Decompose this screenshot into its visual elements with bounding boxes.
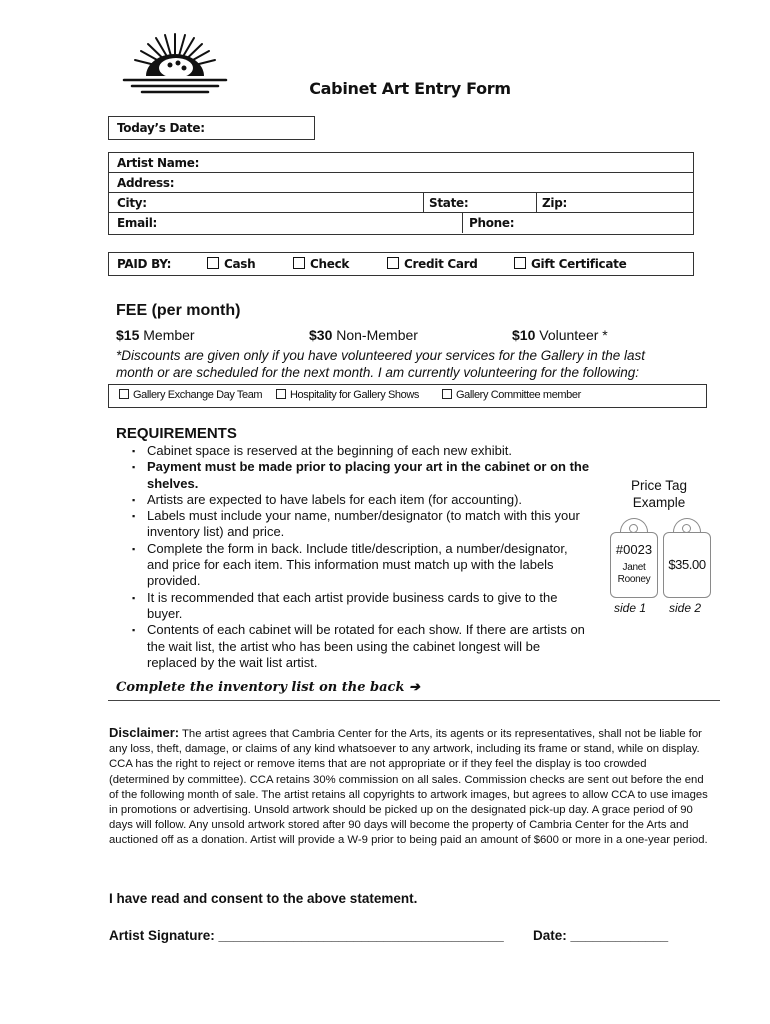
price-tag-side2 [663, 518, 711, 600]
disclaimer [109, 725, 709, 849]
address-label: Address: [117, 176, 175, 190]
todays-date-label: Today’s Date: [117, 121, 205, 135]
artist-name-field[interactable] [109, 153, 693, 173]
cca-logo [118, 30, 233, 102]
requirements-heading: REQUIREMENTS [116, 425, 237, 442]
volunteer-options [108, 384, 707, 408]
zip-label: Zip: [542, 196, 568, 210]
gift-certificate-checkbox[interactable]: Gift Certificate [514, 257, 626, 271]
fee-volunteer: $10 Volunteer * [512, 327, 608, 343]
list-item: ▪ Labels must include your name, number/designator (to match with this your inventory list) and price. [116, 508, 591, 541]
check-checkbox[interactable]: Check [293, 257, 349, 271]
tag-side1-label: side 1 [614, 601, 647, 615]
list-item: ▪ Complete the form in back. Include title/description, a number/designator, and price for each item. This information must match up with the labels provided. [116, 541, 591, 590]
tag-number: #0023 [615, 542, 653, 557]
cash-checkbox[interactable]: Cash [207, 257, 255, 271]
fee-member: $15 Member [116, 327, 195, 343]
city-label: City: [117, 196, 147, 210]
fee-heading: FEE (per month) [116, 302, 241, 319]
list-item: ▪ Contents of each cabinet will be rotated for each show. If there are artists on the wait list, the artist who has been using the cabinet longest will be replaced by the wait list artist. [116, 622, 591, 671]
artist-info-section [108, 152, 694, 235]
price-tag-side1 [610, 518, 658, 600]
gallery-exchange-checkbox[interactable]: Gallery Exchange Day Team [119, 389, 262, 401]
disclaimer-text: The artist agrees that Cambria Center for the Arts, its agents or its representatives, shall not be liable for any loss, theft, damage, or claims of any kind whatsoever to any artwork, including its frame or stand, while on display. CCA has the right to reject or remove items that are not appropriate or if they feel the display is too crowded (determined by committee). CCA retains 30% commission on all sales. Commission checks are sent out before the end of the following month of sale. The artist retains all copyrights to artwork images, but agrees to allow CCA to use images in promotions or advertising. Unsold artwork should be picked up on the designated pick-up day. A grace period of 90 days will follow. Any unsold artwork stored after 90 days will become the property of Cambria Center for the Arts and auctioned off as a donation. Artist will provide a W-9 prior to being paid an amount of $600 or more in a one-year period. [109, 728, 708, 847]
artist-name-label: Artist Name: [117, 156, 200, 170]
list-item: ▪ It is recommended that each artist provide business cards to give to the buyer. [116, 590, 591, 623]
list-item: ▪ Artists are expected to have labels for each item (for accounting). [116, 492, 591, 508]
credit-card-checkbox[interactable]: Credit Card [387, 257, 478, 271]
paid-by-label: PAID BY: [117, 257, 172, 271]
gallery-committee-checkbox[interactable]: Gallery Committee member [442, 389, 581, 401]
state-label: State: [429, 196, 469, 210]
requirements-list [116, 443, 591, 671]
email-phone-row [109, 213, 693, 233]
city-state-zip-row [109, 193, 693, 213]
todays-date-field[interactable] [108, 116, 315, 140]
tag-side2-label: side 2 [669, 601, 702, 615]
email-label: Email: [117, 216, 158, 230]
section-divider [108, 700, 720, 701]
discount-note: *Discounts are given only if you have volunteered your services for the Gallery in the last month or are scheduled for the next month. I am currently volunteering for the following: [116, 348, 646, 380]
inventory-back-note: Complete the inventory list on the back ➔ [116, 680, 420, 695]
hospitality-checkbox[interactable]: Hospitality for Gallery Shows [276, 389, 419, 401]
artist-signature-line[interactable]: Artist Signature: ______________________________________ [109, 928, 504, 943]
address-field[interactable] [109, 173, 693, 193]
paid-by-section [108, 252, 694, 276]
fee-nonmember: $30 Non-Member [309, 327, 418, 343]
disclaimer-heading: Disclaimer: [109, 725, 180, 740]
page-title: Cabinet Art Entry Form [309, 79, 511, 98]
tag-artist-name: Janet Rooney [617, 562, 651, 585]
price-tag-heading: Price Tag Example [630, 478, 688, 510]
list-item: ▪ Cabinet space is reserved at the beginning of each new exhibit. [116, 443, 591, 459]
tag-price: $35.00 [668, 557, 706, 572]
consent-statement: I have read and consent to the above statement. [109, 891, 418, 906]
list-item: ▪ Payment must be made prior to placing your art in the cabinet or on the shelves. [116, 459, 591, 492]
phone-label: Phone: [469, 216, 515, 230]
signature-date-line[interactable]: Date: _____________ [533, 928, 669, 943]
